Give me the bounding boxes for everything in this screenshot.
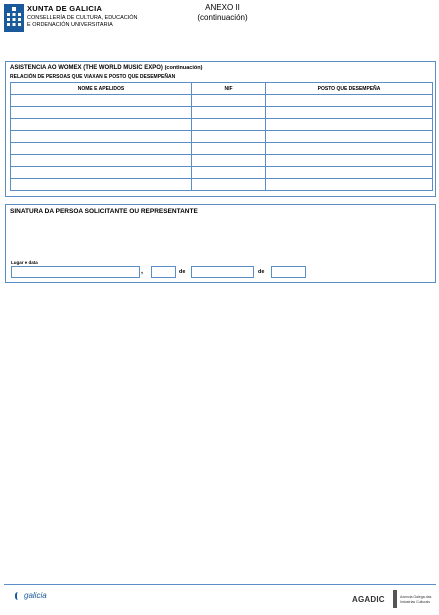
dept-line-1: CONSELLERÍA DE CULTURA, EDUCACIÓN — [27, 15, 138, 21]
annex-subtitle: (continuación) — [197, 13, 248, 22]
agadic-caption-line-1: Axencia Galega das — [400, 595, 432, 599]
column-header-name: NOME E APELIDOS — [11, 83, 192, 95]
org-name: XUNTA DE GALICIA — [27, 4, 103, 13]
year-field[interactable] — [271, 266, 306, 278]
position-cell[interactable] — [266, 131, 433, 143]
position-cell[interactable] — [266, 119, 433, 131]
place-date-label: Lugar e data — [11, 260, 38, 265]
name-cell[interactable] — [11, 107, 192, 119]
galicia-logo — [15, 591, 47, 600]
signature-section — [5, 204, 436, 283]
table-row — [11, 167, 433, 179]
agadic-caption-line-2: Industrias Culturais — [400, 600, 430, 604]
table-row — [11, 107, 433, 119]
persons-section-title — [10, 65, 202, 71]
persons-subtitle: RELACIÓN DE PERSOAS QUE VIAXAN E POSTO QUE DESEMPEÑAN — [10, 74, 176, 80]
column-header-nif: NIF — [192, 83, 266, 95]
month-field[interactable] — [191, 266, 254, 278]
name-cell[interactable] — [11, 131, 192, 143]
annex-title: ANEXO II — [205, 3, 240, 12]
persons-section — [5, 61, 436, 197]
agadic-bar-icon — [393, 590, 397, 608]
name-cell[interactable] — [11, 167, 192, 179]
nif-cell[interactable] — [192, 155, 266, 167]
xunta-logo — [4, 4, 24, 32]
position-cell[interactable] — [266, 107, 433, 119]
persons-table — [10, 82, 433, 191]
de-label-2: de — [258, 269, 265, 275]
de-label-1: de — [179, 269, 186, 275]
nif-cell[interactable] — [192, 167, 266, 179]
table-row — [11, 155, 433, 167]
persons-title-suffix: (continuación) — [164, 65, 203, 71]
position-cell[interactable] — [266, 143, 433, 155]
xunta-emblem-icon — [4, 4, 24, 32]
nif-cell[interactable] — [192, 143, 266, 155]
comma-separator: , — [141, 268, 143, 275]
name-cell[interactable] — [11, 143, 192, 155]
day-field[interactable] — [151, 266, 176, 278]
table-row — [11, 143, 433, 155]
dept-line-2: E ORDENACIÓN UNIVERSITARIA — [27, 22, 113, 28]
name-cell[interactable] — [11, 119, 192, 131]
table-row — [11, 119, 433, 131]
position-cell[interactable] — [266, 155, 433, 167]
position-cell[interactable] — [266, 95, 433, 107]
column-header-position: POSTO QUE DESEMPEÑA — [266, 83, 433, 95]
position-cell[interactable] — [266, 167, 433, 179]
table-row — [11, 179, 433, 191]
nif-cell[interactable] — [192, 107, 266, 119]
nif-cell[interactable] — [192, 131, 266, 143]
position-cell[interactable] — [266, 179, 433, 191]
nif-cell[interactable] — [192, 95, 266, 107]
name-cell[interactable] — [11, 155, 192, 167]
table-row — [11, 95, 433, 107]
nif-cell[interactable] — [192, 119, 266, 131]
nif-cell[interactable] — [192, 179, 266, 191]
table-row — [11, 131, 433, 143]
footer-divider — [4, 584, 436, 585]
place-field[interactable] — [11, 266, 140, 278]
persons-table-header — [11, 83, 433, 95]
name-cell[interactable] — [11, 179, 192, 191]
persons-title-main: ASISTENCIA AO WOMEX (THE WORLD MUSIC EXPO) — [10, 65, 163, 71]
galicia-logo-text: galicia — [24, 591, 47, 600]
signature-section-title: SINATURA DA PERSOA SOLICITANTE OU REPRESENTANTE — [10, 208, 198, 215]
name-cell[interactable] — [11, 95, 192, 107]
agadic-logo-text: AGADIC — [352, 595, 385, 604]
galicia-swoosh-icon — [15, 592, 23, 600]
